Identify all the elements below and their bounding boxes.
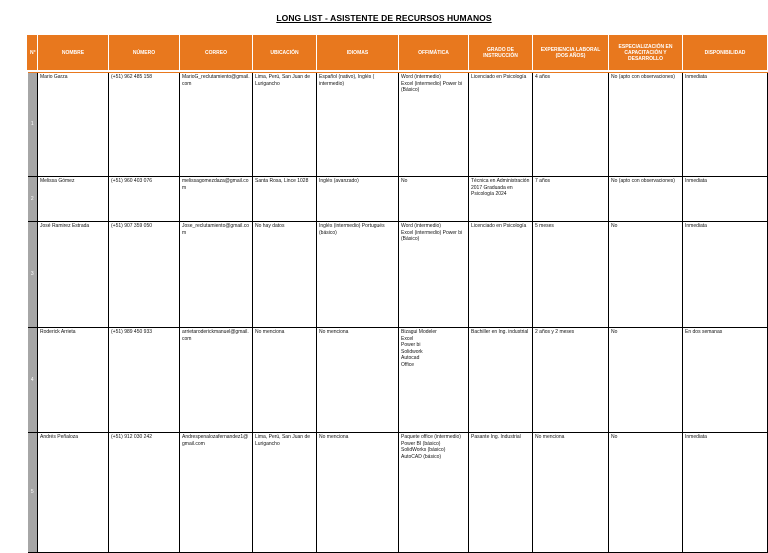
ofimatica-line: Office — [401, 361, 414, 368]
ofimatica-line: Paquete office (intermedio) Power BI (básico) — [401, 434, 461, 447]
ofimatica-line: SolidWorks (básico) — [401, 447, 446, 454]
cell-correo: arrietaroderickmanuel@gmail.com — [180, 328, 253, 433]
cell-disponibilidad: En dos semanas — [683, 328, 768, 433]
table-row — [28, 222, 768, 328]
cell-disponibilidad: Inmediata — [683, 177, 768, 222]
ofimatica-line: Word (intermedio) — [401, 74, 441, 80]
cell-especializacion: No — [609, 328, 683, 433]
cell-ubicacion: Santa Rosa, Lince 1028 — [253, 177, 317, 222]
cell-nombre: Andrés Peñaloza — [38, 433, 109, 553]
ofimatica-line: Excel (intermedio) Power bi (Básico) — [401, 229, 463, 243]
cell-grado: Técnica en Administración 2017 Graduada en Psicología 2024 — [469, 177, 533, 222]
cell-especializacion: No (apto con observaciones) — [609, 177, 683, 222]
cell-especializacion: No — [609, 433, 683, 553]
cell-nombre: Roderick Arrieta — [38, 328, 109, 433]
cell-grado: Pasante Ing. Industrial — [469, 433, 533, 553]
cell-experiencia: 2 años y 2 meses — [533, 328, 609, 433]
cell-idiomas: Inglés (intermedio) Portugués (básico) — [317, 222, 399, 328]
ofimatica-line: Autocad — [401, 355, 420, 362]
cell-disponibilidad: Inmediata — [683, 433, 768, 553]
table-row — [28, 177, 768, 222]
header-n: N° — [28, 35, 38, 71]
table-row — [28, 328, 768, 433]
cell-idiomas: No menciona — [317, 433, 399, 553]
header-correo: CORREO — [180, 35, 253, 71]
cell-ofimatica — [399, 433, 469, 553]
cell-especializacion: No (apto con observaciones) — [609, 73, 683, 177]
cell-numero: (+51) 960 403 076 — [109, 177, 180, 222]
row-number: 2 — [28, 177, 38, 222]
cell-numero: (+51) 962 485 158 — [109, 73, 180, 177]
ofimatica-line: AutoCAD (básico) — [401, 453, 442, 460]
cell-ofimatica — [399, 222, 469, 328]
header-disponibilidad: DISPONIBILIDAD — [683, 35, 768, 71]
header-idiomas: IDIOMAS — [317, 35, 399, 71]
ofimatica-line: Word (intermedio) — [401, 223, 441, 229]
header-nombre: NOMBRE — [38, 35, 109, 71]
cell-ubicacion: No menciona — [253, 328, 317, 433]
cell-disponibilidad: Inmediata — [683, 222, 768, 328]
cell-especializacion: No — [609, 222, 683, 328]
ofimatica-line: No — [401, 178, 408, 184]
header-ubicacion: UBICACIÓN — [253, 35, 317, 71]
cell-grado: Bachiller en Ing. industrial — [469, 328, 533, 433]
header-experiencia: EXPERIENCIA LABORAL (DOS AÑOS) — [533, 35, 609, 71]
cell-ubicacion: Lima, Perú, San Juan de Lurigancho — [253, 73, 317, 177]
cell-numero: (+51) 989 450 933 — [109, 328, 180, 433]
cell-grado: Licenciado en Psicología — [469, 222, 533, 328]
header-numero: NÚMERO — [109, 35, 180, 71]
ofimatica-line: Solidwork — [401, 348, 423, 355]
row-number: 5 — [28, 433, 38, 553]
header-grado: GRADO DE INSTRUCCIÓN — [469, 35, 533, 71]
cell-nombre: José Ramirez Estrada — [38, 222, 109, 328]
row-number: 4 — [28, 328, 38, 433]
row-number: 1 — [28, 73, 38, 177]
document-title: LONG LIST - ASISTENTE DE RECURSOS HUMANOS — [276, 13, 492, 23]
cell-correo: Jose_reclutamiento@gmail.com — [180, 222, 253, 328]
cell-correo: melissagomezdaza@gmail.com — [180, 177, 253, 222]
cell-disponibilidad: Inmediata — [683, 73, 768, 177]
cell-nombre: Mario Garza — [38, 73, 109, 177]
table-row — [28, 433, 768, 553]
cell-ubicacion: No hay datos — [253, 222, 317, 328]
ofimatica-line: Power bi — [401, 342, 421, 349]
cell-experiencia: 7 años — [533, 177, 609, 222]
cell-nombre: Melissa Gómez — [38, 177, 109, 222]
cell-ubicacion: Lima, Perú, San Juan de Lurigancho — [253, 433, 317, 553]
header-ofimatica: OFFIMÁTICA — [399, 35, 469, 71]
cell-ofimatica — [399, 177, 469, 222]
cell-experiencia: 4 años — [533, 73, 609, 177]
cell-grado: Licenciado en Psicología — [469, 73, 533, 177]
candidates-table — [27, 34, 768, 553]
cell-idiomas: Español (nativo), Inglés ( intermedio) — [317, 73, 399, 177]
ofimatica-line: Excel — [401, 335, 414, 342]
header-row — [28, 35, 768, 71]
table-row — [28, 73, 768, 177]
cell-ofimatica — [399, 328, 469, 433]
cell-ofimatica — [399, 73, 469, 177]
cell-correo: Andrespenalozafernandez1@gmail.com — [180, 433, 253, 553]
header-especializacion: ESPECIALIZACIÓN EN CAPACITACIÓN Y DESARROLLO — [609, 35, 683, 71]
cell-numero: (+51) 907 359 050 — [109, 222, 180, 328]
cell-experiencia: No menciona — [533, 433, 609, 553]
row-number: 3 — [28, 222, 38, 328]
cell-idiomas: No menciona — [317, 328, 399, 433]
ofimatica-line: Bizagui Modeler — [401, 329, 437, 335]
cell-correo: MarioG_reclutamiento@gmail.com — [180, 73, 253, 177]
cell-idiomas: Inglés (avanzado) — [317, 177, 399, 222]
cell-numero: (+51) 912 030 242 — [109, 433, 180, 553]
cell-experiencia: 5 meses — [533, 222, 609, 328]
ofimatica-line: Excel (intermedio) Power bi (Básico) — [401, 80, 463, 94]
